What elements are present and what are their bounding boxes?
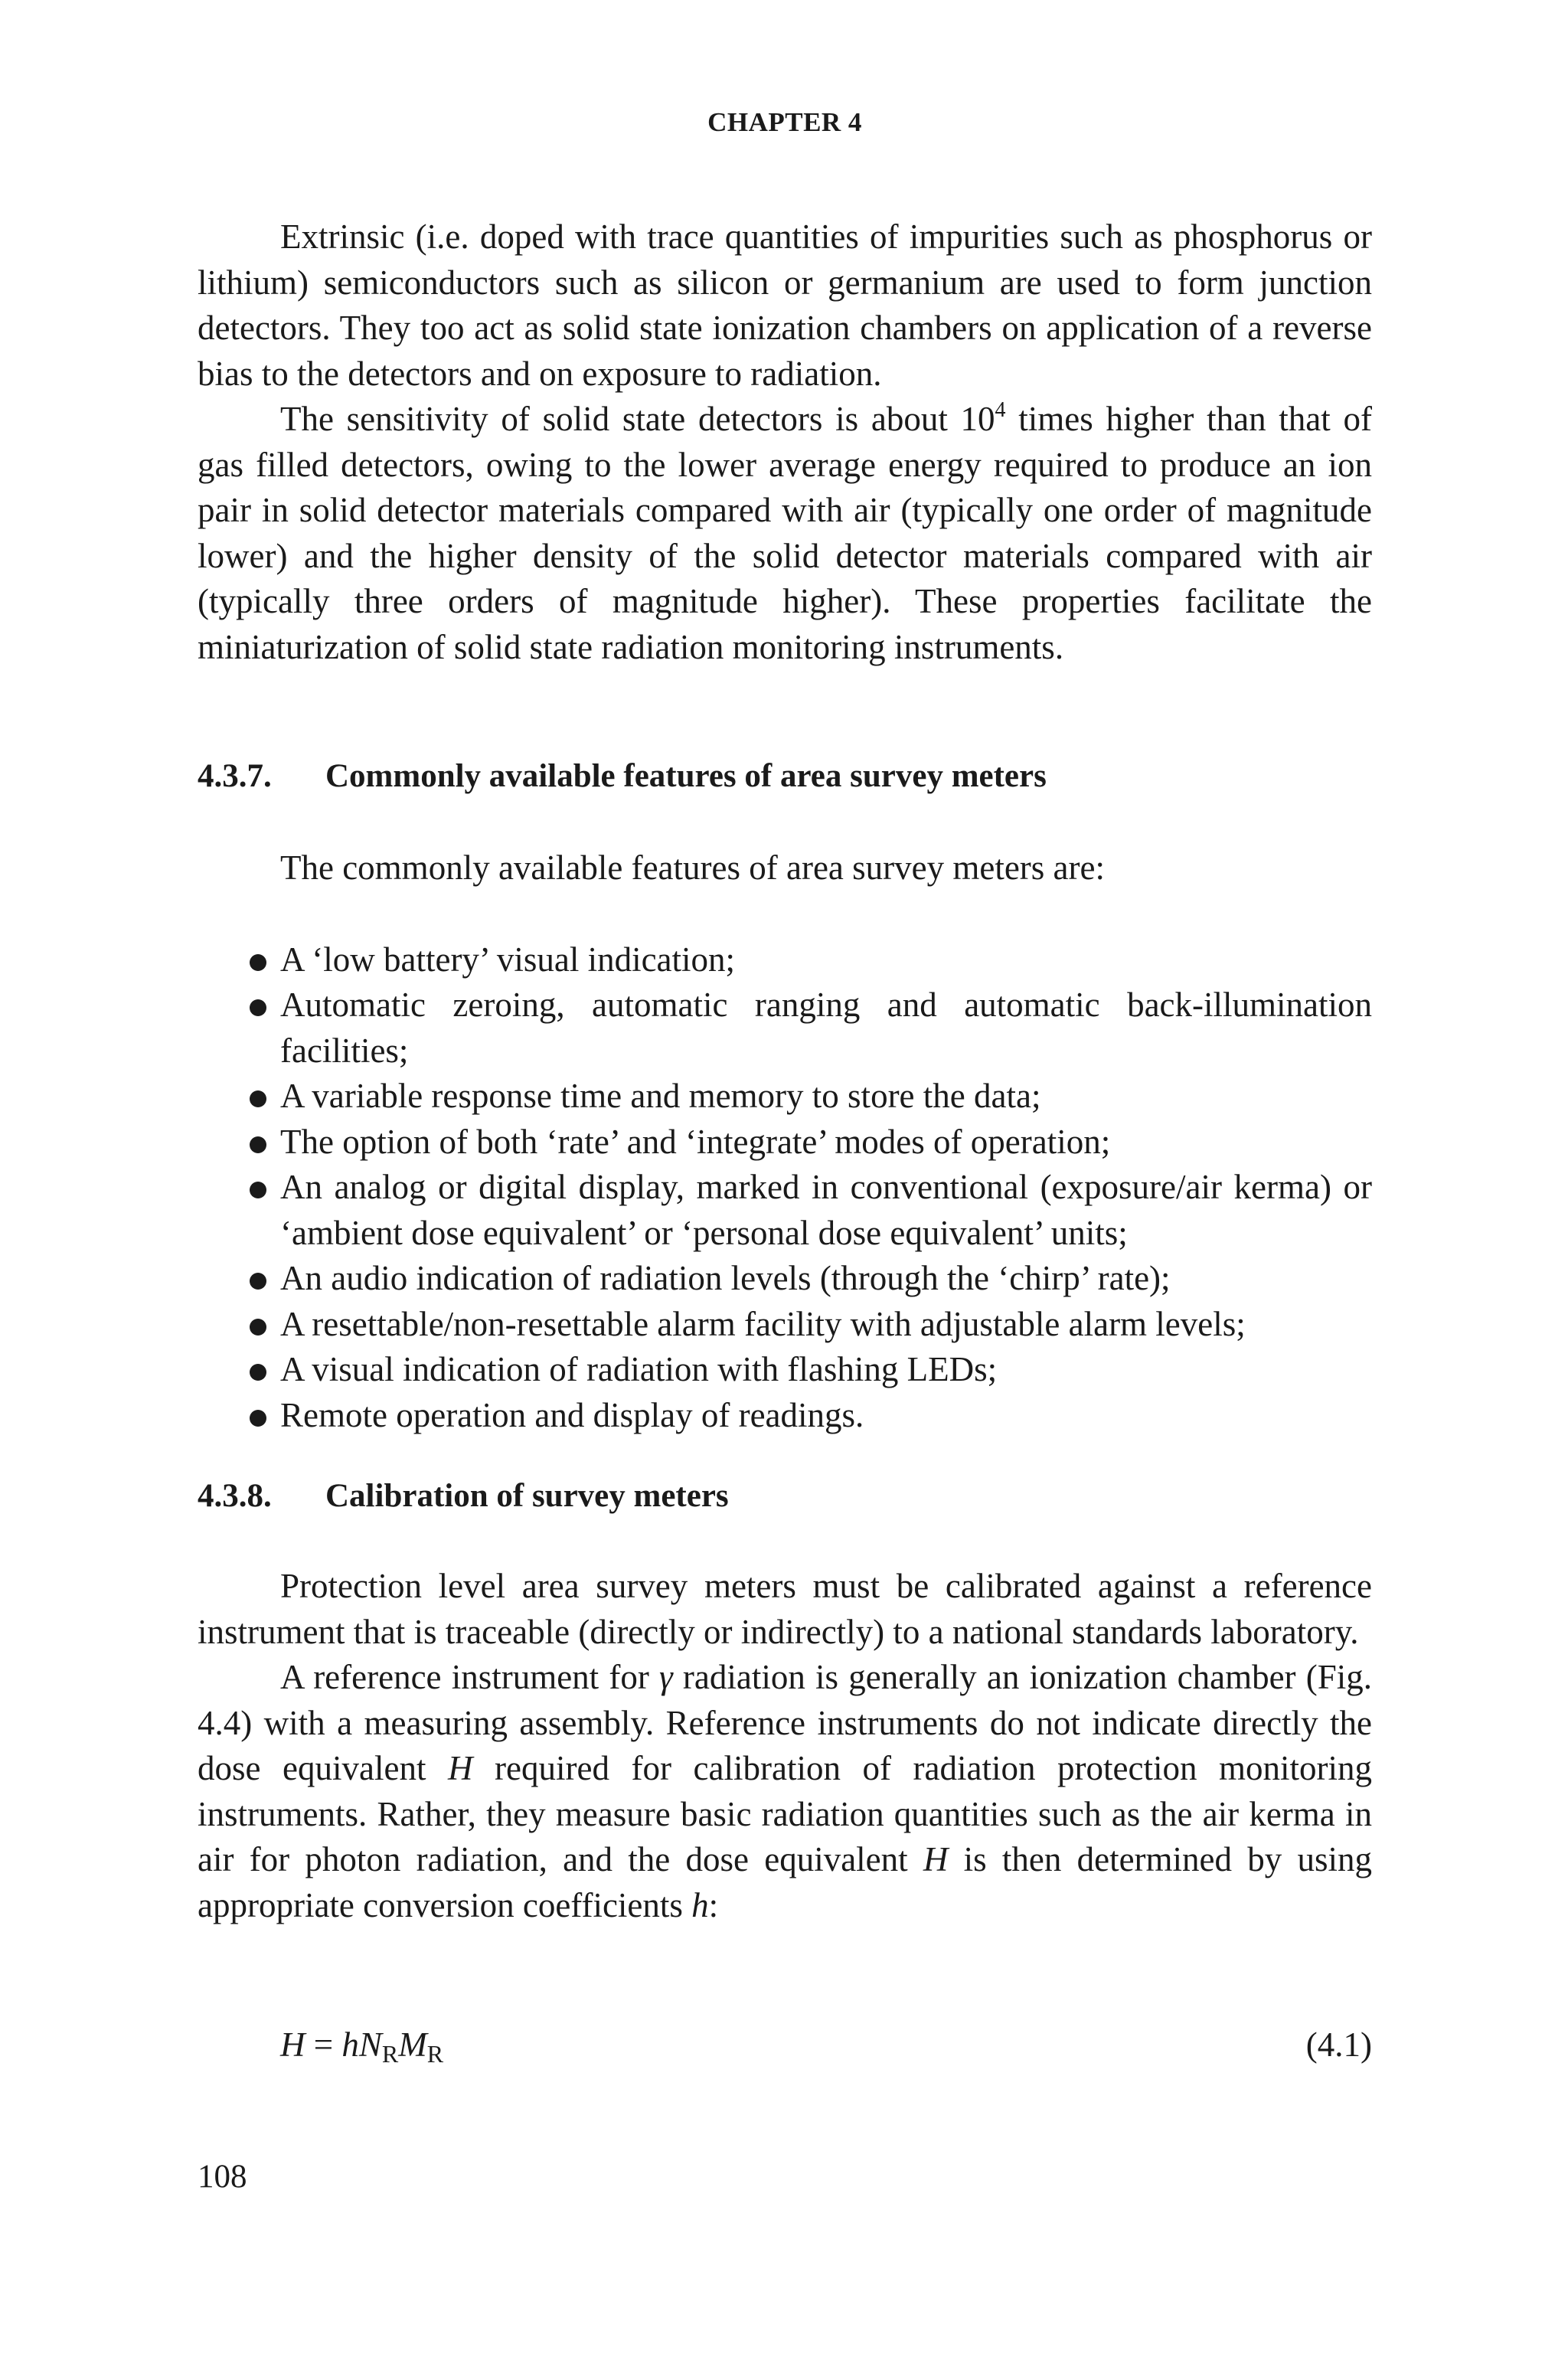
list-item: An analog or digital display, marked in conventional (exposure/air kerma) or ‘ambient dose equivalent’ or ‘personal dose equivalent’ units; [198,1165,1372,1256]
equation-number: (4.1) [1305,2025,1372,2064]
calibration-block [198,1564,1372,1928]
bullet-icon [250,954,266,971]
paragraph-extrinsic: Extrinsic (i.e. doped with trace quantities of impurities such as phosphorus or lithium) semiconductors such as silicon or germanium are used to form junction detectors. They too act as solid state ionization chambers on application of a reverse bias to the detectors and on exposure to radiation. [198,217,1372,393]
list-item: Remote operation and display of readings. [198,1393,1372,1439]
list-item: A resettable/non-resettable alarm facility with adjustable alarm levels; [198,1302,1372,1348]
bullet-icon [250,1090,266,1107]
bullet-icon [250,999,266,1016]
paragraph-protection-level: Protection level area survey meters must be calibrated against a reference instrument that is traceable (directly or indirectly) to a national standards laboratory. [198,1567,1372,1651]
section-heading-4-3-7 [198,754,1372,799]
section-title: Calibration of survey meters [325,1478,729,1514]
section-heading-4-3-8 [198,1473,1372,1519]
features-block [198,845,1372,1438]
list-item: A visual indication of radiation with flashing LEDs; [198,1347,1372,1393]
features-intro: The commonly available features of area survey meters are: [280,848,1105,887]
list-item: The option of both ‘rate’ and ‘integrate’ modes of operation; [198,1120,1372,1166]
section-number: 4.3.8. [198,1478,272,1514]
bullet-icon [250,1182,266,1198]
intro-text-block [198,214,1372,670]
features-list [198,937,1372,1439]
bullet-icon [250,1410,266,1427]
equation-4-1 [280,2022,1372,2068]
bullet-icon [250,1273,266,1290]
bullet-icon [250,1319,266,1336]
equation-expression: $H = hN_RM_R$ [280,2025,444,2068]
list-item: An audio indication of radiation levels (through the ‘chirp’ rate); [198,1256,1372,1302]
section-number: 4.3.7. [198,758,272,794]
paragraph-reference-instrument: A reference instrument for γ radiation is generally an ionization chamber (Fig. 4.4) with a measuring assembly. Reference instruments do not indicate directly the dose equivalent H required for calibration of radiation protection monitoring instruments. Rather, they measure basic radiation quantities such as the air kerma in air for photon radiation, and the dose equivalent H is then determined by using appropriate conversion coefficients h: [198,1658,1372,1924]
bullet-icon [250,1136,266,1153]
section-title: Commonly available features of area survey meters [325,758,1047,794]
page-number: 108 [198,2159,247,2195]
running-head: CHAPTER 4 [707,107,862,137]
paragraph-sensitivity: The sensitivity of solid state detectors is about $10^4$ times higher than that of gas filled detectors, owing to the lower average energy required to produce an ion pair in solid detector materials compared with air (typically one order of magnitude lower) and the higher density of the solid detector materials compared with air (typically three orders of magnitude higher). These properties facilitate the miniaturization of solid state radiation monitoring instruments. [198,398,1372,666]
list-item: A variable response time and memory to store the data; [198,1074,1372,1120]
list-item: A ‘low battery’ visual indication; [198,937,1372,983]
bullet-icon [250,1364,266,1381]
list-item: Automatic zeroing, automatic ranging and automatic back-illumination facilities; [198,982,1372,1074]
